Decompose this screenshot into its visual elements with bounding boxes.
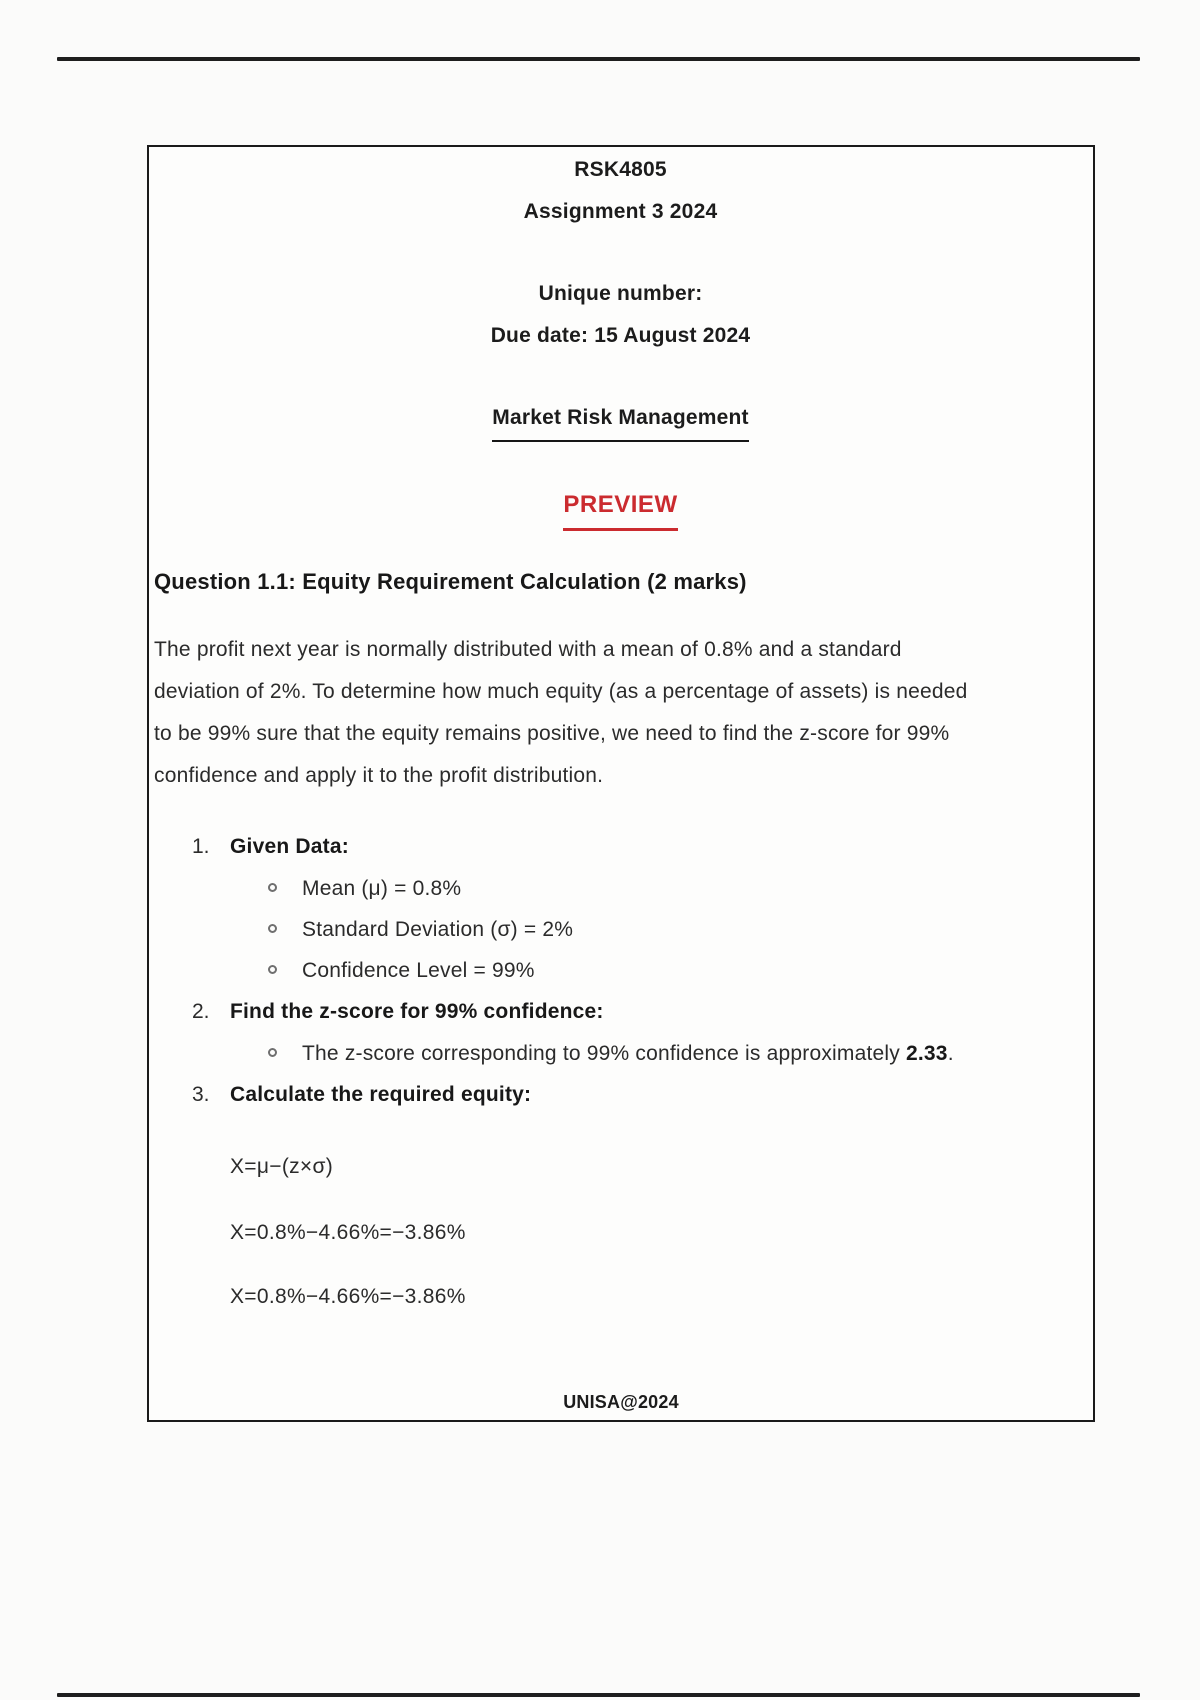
list-label: Find the z-score for 99% confidence: [230, 1000, 604, 1023]
zscore-value: 2.33 [906, 1042, 948, 1065]
list-item-given-data [154, 826, 1087, 868]
preview-watermark-line [154, 484, 1087, 531]
paragraph-line: confidence and apply it to the profit distribution. [154, 764, 604, 787]
list-number: 1. [192, 835, 210, 858]
paragraph-line: deviation of 2%. To determine how much equity (as a percentage of assets) is needed [154, 680, 968, 703]
formula-result-repeat: X=0.8%−4.66%=−3.86% [230, 1285, 466, 1308]
paragraph-line: to be 99% sure that the equity remains positive, we need to find the z-score for 99% [154, 722, 950, 745]
question-heading: Question 1.1: Equity Requirement Calculation (2 marks) [154, 569, 747, 594]
course-code: RSK4805 [574, 158, 667, 181]
formula-result: X=0.8%−4.66%=−3.86% [230, 1221, 466, 1244]
list-item-zscore [154, 991, 1087, 1033]
list-number: 2. [192, 1000, 210, 1023]
circle-bullet-icon [268, 883, 277, 892]
formula-general: X=μ−(z×σ) [230, 1155, 334, 1178]
zscore-sentence-prefix: The z-score corresponding to 99% confidence is approximately [302, 1042, 907, 1065]
paragraph-line: The profit next year is normally distributed with a mean of 0.8% and a standard [154, 638, 902, 661]
list-label: Calculate the required equity: [230, 1083, 532, 1106]
subject-title: Market Risk Management [492, 397, 748, 442]
list-number: 3. [192, 1083, 210, 1106]
circle-bullet-icon [268, 1048, 277, 1057]
preview-watermark: PREVIEW [563, 484, 677, 531]
bullet-text [302, 1033, 954, 1074]
assignment-title: Assignment 3 2024 [523, 200, 718, 223]
footer-unisa: UNISA@2024 [563, 1392, 679, 1412]
top-page-rule [57, 57, 1140, 61]
bullet-item-confidence [154, 950, 1087, 991]
zscore-sentence-suffix: . [947, 1042, 954, 1065]
bullet-item-std-dev [154, 909, 1087, 950]
subject-title-line [154, 397, 1087, 442]
bullet-item-zscore-value [154, 1033, 1087, 1074]
bullet-text: Standard Deviation (σ) = 2% [302, 918, 574, 941]
bullet-item-mean [154, 868, 1087, 909]
list-item-calculate-equity [154, 1074, 1087, 1116]
list-label: Given Data: [230, 835, 349, 858]
bullet-text: Mean (μ) = 0.8% [302, 877, 462, 900]
assignment-content-box [147, 145, 1095, 1422]
bottom-page-rule [57, 1693, 1140, 1697]
unique-number-label: Unique number: [538, 282, 703, 305]
bullet-text: Confidence Level = 99% [302, 959, 535, 982]
due-date: Due date: 15 August 2024 [490, 324, 751, 347]
circle-bullet-icon [268, 924, 277, 933]
circle-bullet-icon [268, 965, 277, 974]
